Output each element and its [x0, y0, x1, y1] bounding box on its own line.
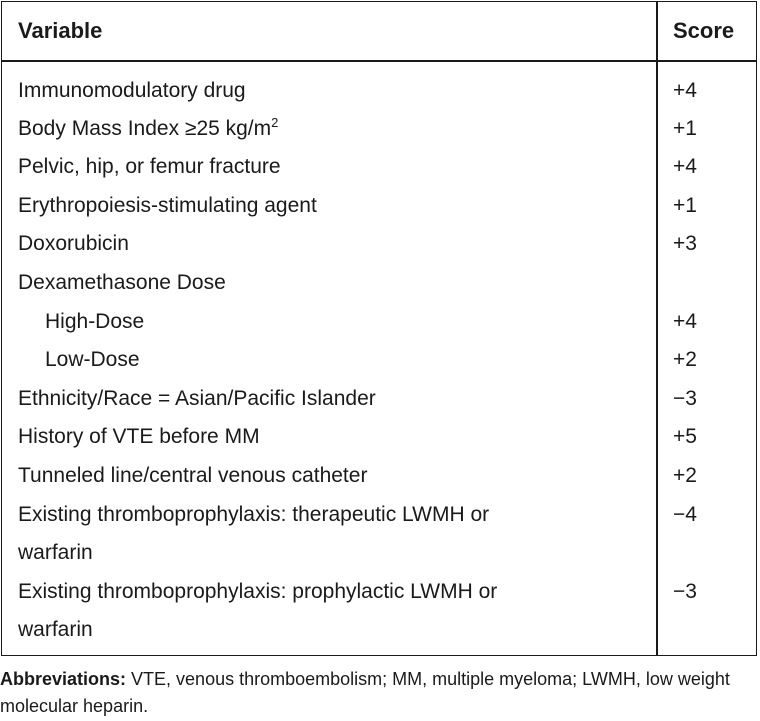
score-cell: +1 — [673, 117, 697, 140]
score-cell: +4 — [673, 79, 697, 102]
header-score: Score — [673, 18, 735, 43]
variable-cell: Doxorubicin — [18, 232, 129, 255]
score-cell: +3 — [673, 232, 697, 255]
abbreviations-footnote — [0, 666, 760, 720]
score-cell: +1 — [673, 194, 697, 217]
score-cell: +2 — [673, 348, 697, 371]
score-cell: −3 — [673, 580, 697, 603]
variable-cell: History of VTE before MM — [18, 425, 260, 448]
variable-text: Body Mass Index ≥25 kg/m — [18, 117, 272, 140]
variable-cell — [18, 110, 638, 148]
variable-cell: Tunneled line/central venous catheter — [18, 464, 368, 487]
score-cell: −4 — [673, 503, 697, 526]
score-cell: +4 — [673, 155, 697, 178]
score-cell: +4 — [673, 310, 697, 333]
variable-cell: Existing thromboprophylaxis: therapeutic LWMH or — [18, 503, 490, 526]
score-cell: +5 — [673, 425, 697, 448]
footnote-text: VTE, venous thromboembolism; MM, multiple myeloma; LWMH, low weight molecular heparin. — [0, 669, 730, 716]
variable-cell: Immunomodulatory drug — [18, 79, 246, 102]
variable-cell: Ethnicity/Race = Asian/Pacific Islander — [18, 387, 376, 410]
variable-cell: Dexamethasone Dose — [18, 271, 226, 294]
variable-cell: Existing thromboprophylaxis: prophylactic LWMH or — [18, 580, 498, 603]
header-rule — [2, 60, 756, 62]
variable-cell: Low-Dose — [45, 348, 140, 371]
variable-cell: warfarin — [18, 541, 93, 564]
variable-cell: Pelvic, hip, or femur fracture — [18, 155, 281, 178]
variable-cell: Erythropoiesis-stimulating agent — [18, 194, 317, 217]
header-variable: Variable — [18, 18, 103, 43]
footnote-label: Abbreviations: — [0, 669, 127, 689]
score-table — [1, 1, 757, 656]
variable-cell: High-Dose — [45, 310, 145, 333]
score-cell: −3 — [673, 387, 697, 410]
superscript: 2 — [271, 115, 279, 130]
variable-cell: warfarin — [18, 618, 93, 641]
score-cell: +2 — [673, 464, 697, 487]
